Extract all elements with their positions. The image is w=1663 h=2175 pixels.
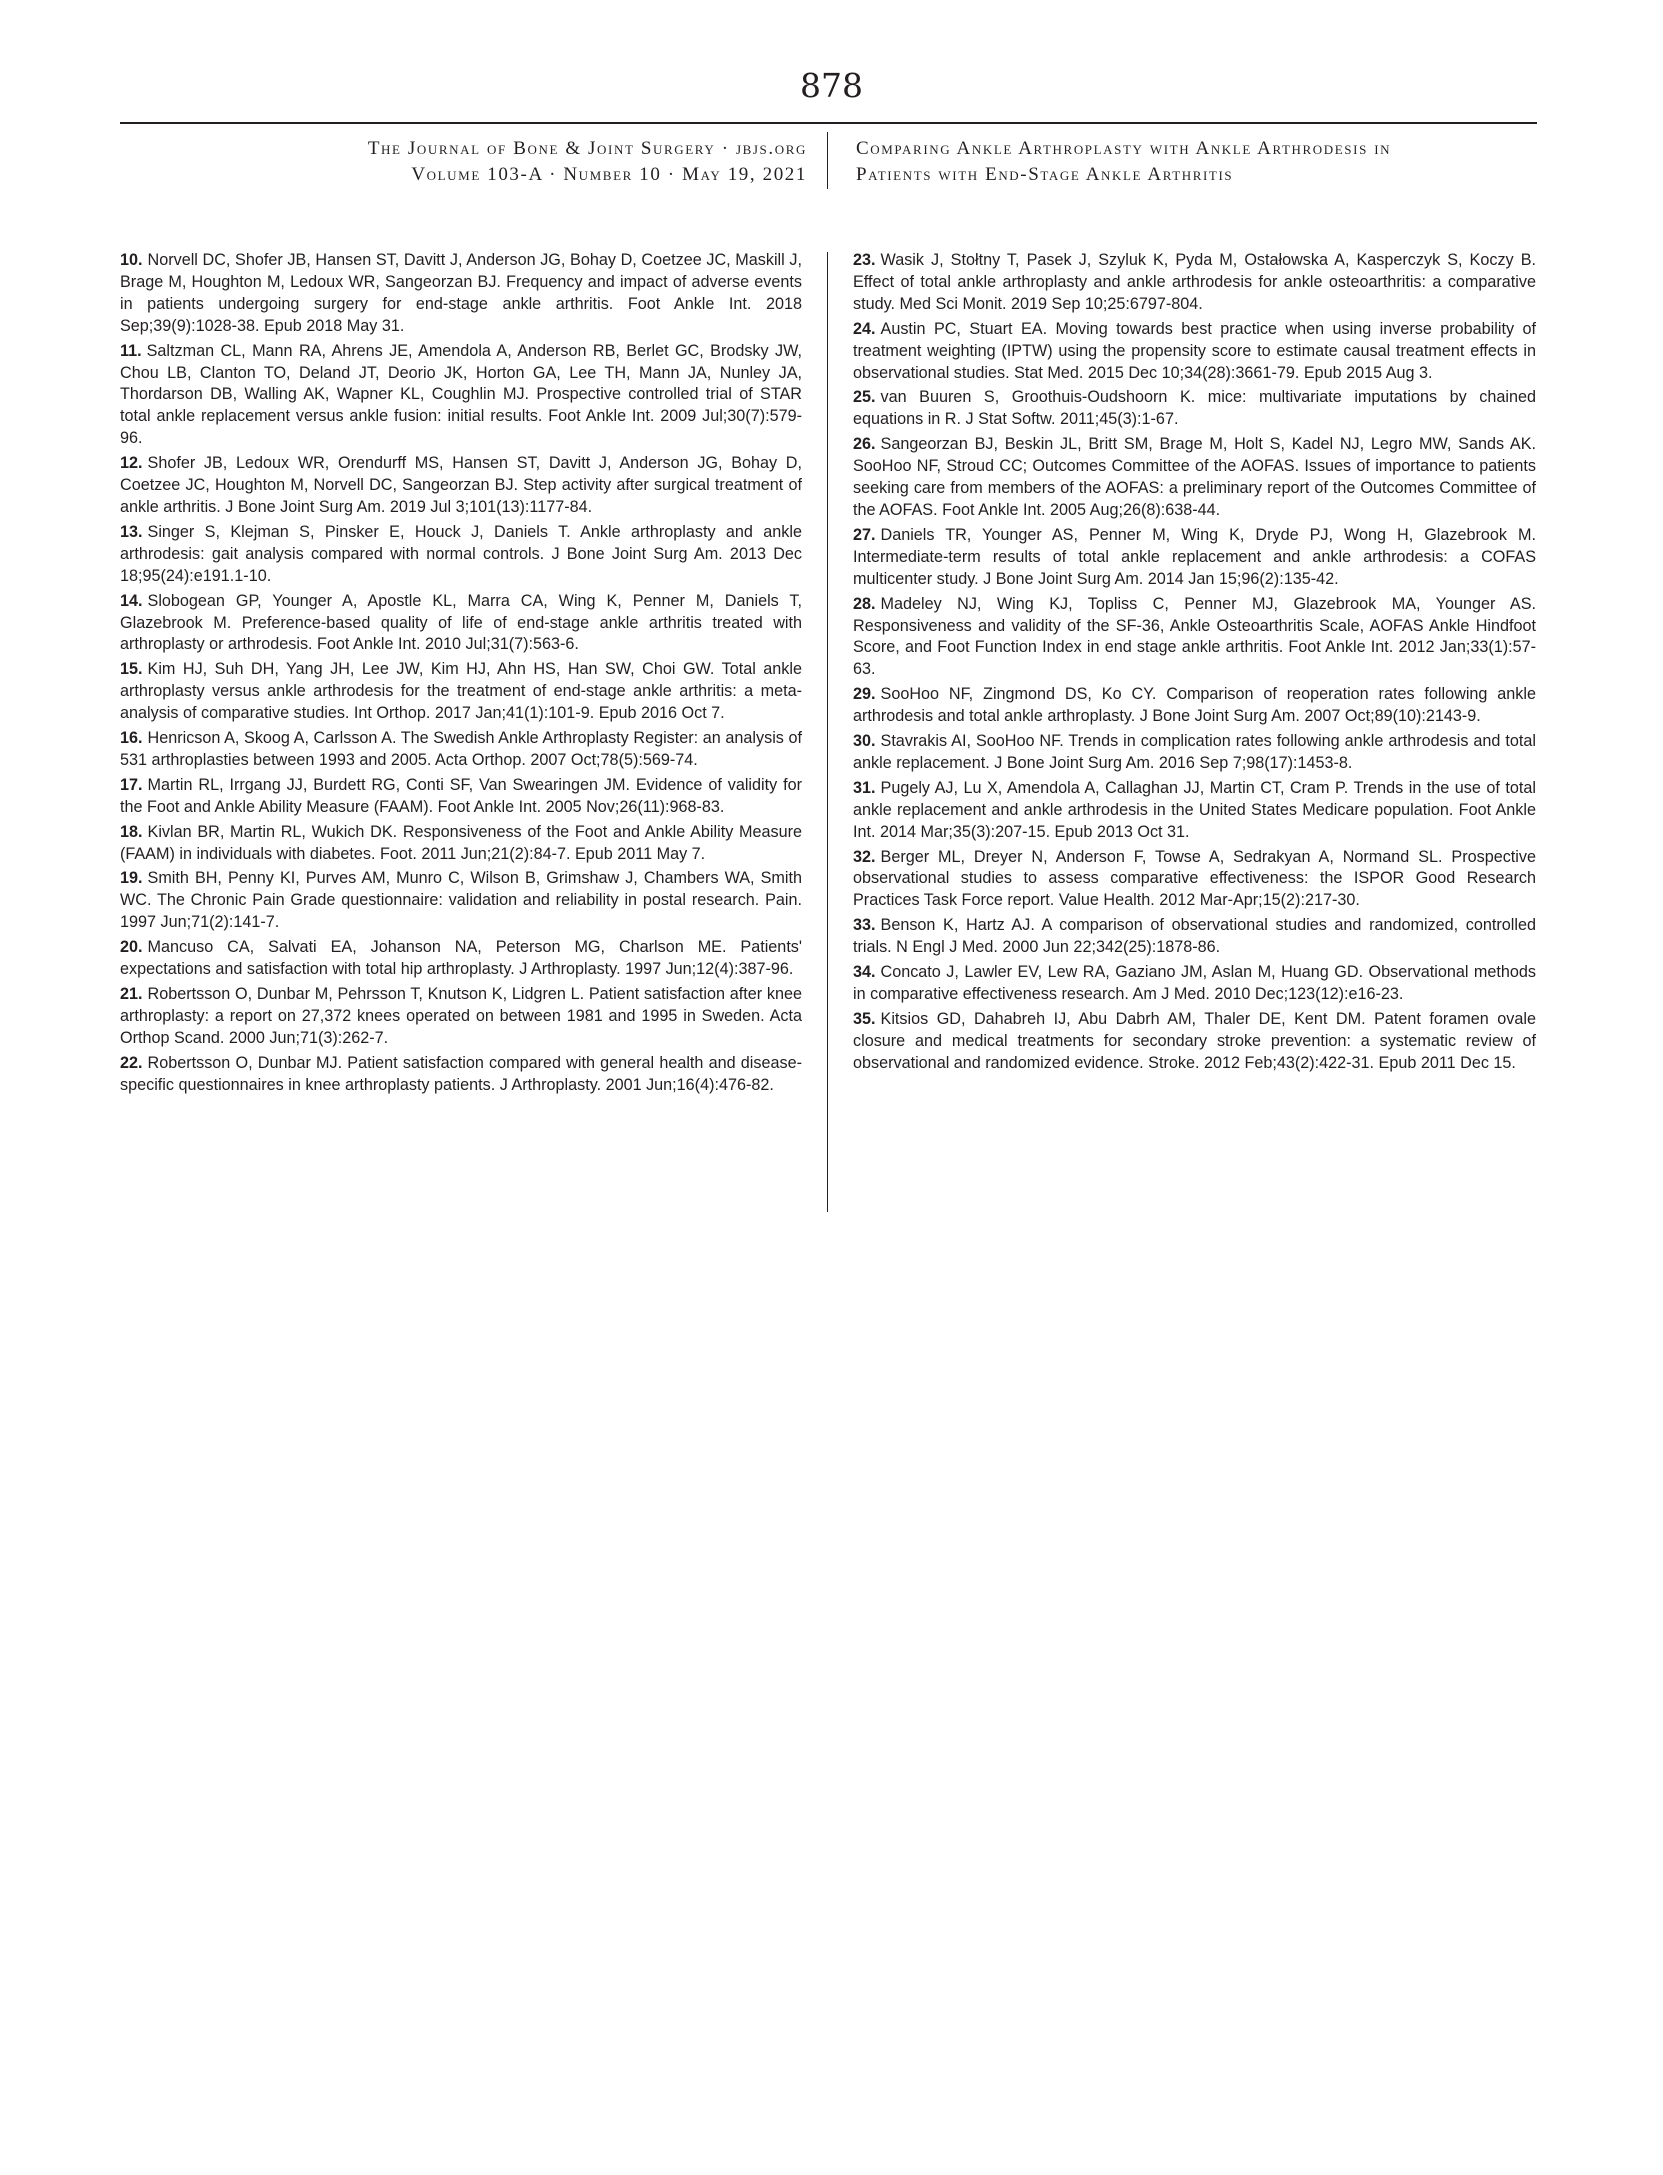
journal-title: The Journal of Bone & Joint Surgery · jbjs.org — [367, 138, 807, 159]
reference-number: 17. — [120, 775, 143, 794]
article-running-title — [856, 136, 1556, 188]
running-title-line-2: Patients with End-Stage Ankle Arthritis — [856, 164, 1234, 185]
reference-item — [120, 868, 802, 934]
header-rule — [120, 122, 1537, 124]
reference-item — [853, 847, 1536, 913]
reference-number: 35. — [853, 1009, 876, 1028]
reference-item — [853, 250, 1536, 316]
reference-text: Wasik J, Stołtny T, Pasek J, Szyluk K, Pyda M, Ostałowska A, Kasperczyk S, Koczy B. Effect of total ankle arthroplasty and ankle arthrodesis for ankle osteoarthritis: a comparative study. Med Sci Monit. 2019 Sep 10;25:6797-804. — [853, 251, 1536, 313]
reference-text: Norvell DC, Shofer JB, Hansen ST, Davitt J, Anderson JG, Bohay D, Coetzee JC, Maskill J, Brage M, Houghton M, Ledoux WR, Sangeorzan BJ. Frequency and impact of adverse events in patients undergoing surgery for end-stage ankle arthritis. Foot Ankle Int. 2018 Sep;39(9):1028-38. Epub 2018 May 31. — [120, 251, 802, 335]
reference-text: Sangeorzan BJ, Beskin JL, Britt SM, Brage M, Holt S, Kadel NJ, Legro MW, Sands AK. SooHoo NF, Stroud CC; Outcomes Committee of the AOFAS. Issues of importance to patients seeking care from members of the AOFAS: a preliminary report of the Outcomes Committee of the AOFAS. Foot Ankle Int. 2005 Aug;26(8):638-44. — [853, 435, 1536, 519]
reference-text: Pugely AJ, Lu X, Amendola A, Callaghan JJ, Martin CT, Cram P. Trends in the use of total ankle replacement and ankle arthrodesis in the United States Medicare population. Foot Ankle Int. 2014 Mar;35(3):207-15. Epub 2013 Oct 31. — [853, 778, 1536, 841]
reference-text: Shofer JB, Ledoux WR, Orendurff MS, Hansen ST, Davitt J, Anderson JG, Bohay D, Coetzee JC, Houghton M, Norvell DC, Sangeorzan BJ. Step activity after surgical treatment of ankle arthritis. J Bone Joint Surg Am. 2019 Jul 3;101(13):1177-84. — [120, 454, 802, 516]
reference-number: 15. — [120, 660, 143, 679]
reference-text: Benson K, Hartz AJ. A comparison of observational studies and randomized, controlled trials. N Engl J Med. 2000 Jun 22;342(25):1878-86. — [853, 916, 1536, 957]
reference-item — [853, 525, 1536, 591]
reference-text: Kim HJ, Suh DH, Yang JH, Lee JW, Kim HJ, Ahn HS, Han SW, Choi GW. Total ankle arthroplasty versus ankle arthrodesis for the treatment of end-stage ankle arthritis: a meta-analysis of comparative studies. Int Orthop. 2017 Jan;41(1):101-9. Epub 2016 Oct 7. — [120, 660, 802, 723]
journal-volume: Volume 103-A · Number 10 · May 19, 2021 — [411, 164, 807, 185]
reference-number: 25. — [853, 388, 876, 407]
reference-number: 21. — [120, 985, 143, 1003]
reference-number: 28. — [853, 594, 876, 613]
references-left-column — [120, 250, 802, 1100]
reference-number: 33. — [853, 916, 876, 935]
running-title-line-1: Comparing Ankle Arthroplasty with Ankle Arthrodesis in — [856, 138, 1392, 159]
reference-text: SooHoo NF, Zingmond DS, Ko CY. Comparison of reoperation rates following ankle arthrodesis and total ankle arthroplasty. J Bone Joint Surg Am. 2007 Oct;89(10):2143-9. — [853, 685, 1536, 726]
reference-number: 34. — [853, 963, 876, 982]
reference-number: 19. — [120, 869, 143, 888]
reference-item — [120, 341, 802, 451]
reference-number: 23. — [853, 251, 876, 269]
reference-text: Mancuso CA, Salvati EA, Johanson NA, Peterson MG, Charlson ME. Patients' expectations and satisfaction with total hip arthroplasty. J Arthroplasty. 1997 Jun;12(4):387-96. — [120, 938, 802, 979]
reference-item — [120, 591, 802, 657]
reference-text: Berger ML, Dreyer N, Anderson F, Towse A, Sedrakyan A, Normand SL. Prospective observational studies to assess comparative effectiveness: the ISPOR Good Research Practices Task Force report. Value Health. 2012 Mar-Apr;15(2):217-30. — [853, 847, 1536, 910]
reference-item — [120, 522, 802, 588]
reference-item — [120, 775, 802, 819]
reference-item — [120, 984, 802, 1050]
reference-item — [120, 728, 802, 772]
reference-text: Martin RL, Irrgang JJ, Burdett RG, Conti SF, Van Swearingen JM. Evidence of validity for the Foot and Ankle Ability Measure (FAAM). Foot Ankle Int. 2005 Nov;26(11):968-83. — [120, 775, 802, 816]
reference-number: 27. — [853, 525, 876, 544]
reference-number: 14. — [120, 591, 143, 610]
reference-item — [853, 594, 1536, 682]
reference-text: van Buuren S, Groothuis-Oudshoorn K. mice: multivariate imputations by chained equations in R. J Stat Softw. 2011;45(3):1-67. — [853, 388, 1536, 429]
reference-number: 11. — [120, 341, 142, 360]
reference-item — [120, 822, 802, 866]
reference-item — [853, 434, 1536, 522]
references-right-column — [853, 250, 1536, 1078]
reference-text: Slobogean GP, Younger A, Apostle KL, Marra CA, Wing K, Penner M, Daniels T, Glazebrook M. Preference-based quality of life of end-stage ankle arthritis treated with arthroplasty or arthrodesis. Foot Ankle Int. 2010 Jul;31(7):563-6. — [120, 591, 802, 654]
reference-item — [853, 319, 1536, 385]
reference-item — [853, 915, 1536, 959]
reference-item — [853, 962, 1536, 1006]
reference-text: Stavrakis AI, SooHoo NF. Trends in complication rates following ankle arthrodesis and total ankle replacement. J Bone Joint Surg Am. 2016 Sep 7;98(17):1453-8. — [853, 732, 1536, 772]
reference-item — [853, 684, 1536, 728]
reference-text: Smith BH, Penny KI, Purves AM, Munro C, Wilson B, Grimshaw J, Chambers WA, Smith WC. The Chronic Pain Grade questionnaire: validation and reliability in postal research. Pain. 1997 Jun;71(2):141-7. — [120, 869, 802, 932]
reference-item — [853, 1009, 1536, 1075]
reference-number: 18. — [120, 822, 143, 841]
reference-number: 10. — [120, 251, 143, 269]
page-number: 878 — [800, 66, 863, 105]
reference-item — [120, 659, 802, 725]
reference-item — [120, 250, 802, 338]
reference-number: 29. — [853, 685, 876, 704]
reference-number: 24. — [853, 319, 876, 338]
reference-text: Robertsson O, Dunbar MJ. Patient satisfaction compared with general health and disease-specific questionnaires in knee arthroplasty patients. J Arthroplasty. 2001 Jun;16(4):476-82. — [120, 1053, 802, 1094]
reference-number: 22. — [120, 1053, 143, 1072]
reference-text: Henricson A, Skoog A, Carlsson A. The Swedish Ankle Arthroplasty Register: an analysis of 531 arthroplasties between 1993 and 2005. Acta Orthop. 2007 Oct;78(5):569-74. — [120, 729, 802, 769]
reference-text: Kivlan BR, Martin RL, Wukich DK. Responsiveness of the Foot and Ankle Ability Measure (FAAM) in individuals with diabetes. Foot. 2011 Jun;21(2):84-7. Epub 2011 May 7. — [120, 822, 802, 863]
reference-item — [853, 387, 1536, 431]
reference-number: 12. — [120, 454, 143, 473]
reference-item — [853, 778, 1536, 844]
journal-header — [120, 136, 807, 188]
reference-number: 30. — [853, 732, 876, 751]
header-divider — [827, 132, 828, 189]
column-divider — [827, 252, 828, 1212]
reference-text: Kitsios GD, Dahabreh IJ, Abu Dabrh AM, Thaler DE, Kent DM. Patent foramen ovale closure and medical treatments for secondary stroke prevention: a systematic review of observational and randomized evidence. Stroke. 2012 Feb;43(2):422-31. Epub 2011 Dec 15. — [853, 1009, 1536, 1072]
reference-item — [120, 453, 802, 519]
reference-number: 32. — [853, 847, 876, 866]
reference-text: Robertsson O, Dunbar M, Pehrsson T, Knutson K, Lidgren L. Patient satisfaction after knee arthroplasty: a report on 27,372 knees operated on between 1981 and 1995 in Sweden. Acta Orthop Scand. 2000 Jun;71(3):262-7. — [120, 985, 802, 1047]
reference-number: 26. — [853, 435, 876, 454]
reference-number: 16. — [120, 729, 143, 748]
reference-text: Austin PC, Stuart EA. Moving towards best practice when using inverse probability of treatment weighting (IPTW) using the propensity score to estimate causal treatment effects in observational studies. Stat Med. 2015 Dec 10;34(28):3661-79. Epub 2015 Aug 3. — [853, 319, 1536, 382]
reference-item — [853, 731, 1536, 775]
reference-text: Daniels TR, Younger AS, Penner M, Wing K, Dryde PJ, Wong H, Glazebrook M. Intermediate-term results of total ankle replacement and ankle arthrodesis: a COFAS multicenter study. J Bone Joint Surg Am. 2014 Jan 15;96(2):135-42. — [853, 525, 1536, 588]
reference-text: Madeley NJ, Wing KJ, Topliss C, Penner MJ, Glazebrook MA, Younger AS. Responsiveness and validity of the SF-36, Ankle Osteoarthritis Scale, AOFAS Ankle Hindfoot Score, and Foot Function Index in end stage ankle arthritis. Foot Ankle Int. 2012 Jan;33(1):57-63. — [853, 594, 1536, 679]
reference-number: 13. — [120, 522, 143, 541]
reference-item — [120, 937, 802, 981]
reference-number: 20. — [120, 938, 143, 957]
reference-text: Singer S, Klejman S, Pinsker E, Houck J, Daniels T. Ankle arthroplasty and ankle arthrodesis: gait analysis compared with normal controls. J Bone Joint Surg Am. 2013 Dec 18;95(24):e191.1-10. — [120, 522, 802, 585]
reference-item — [120, 1053, 802, 1097]
reference-text: Saltzman CL, Mann RA, Ahrens JE, Amendola A, Anderson RB, Berlet GC, Brodsky JW, Chou LB, Clanton TO, Deland JT, Deorio JK, Horton GA, Lee TH, Mann JA, Nunley JA, Thordarson DB, Walling AK, Wapner KL, Coughlin MJ. Prospective controlled trial of STAR total ankle replacement versus ankle fusion: initial results. Foot Ankle Int. 2009 Jul;30(7):579-96. — [120, 341, 802, 448]
reference-text: Concato J, Lawler EV, Lew RA, Gaziano JM, Aslan M, Huang GD. Observational methods in comparative effectiveness research. Am J Med. 2010 Dec;123(12):e16-23. — [853, 963, 1536, 1003]
reference-number: 31. — [853, 778, 876, 797]
